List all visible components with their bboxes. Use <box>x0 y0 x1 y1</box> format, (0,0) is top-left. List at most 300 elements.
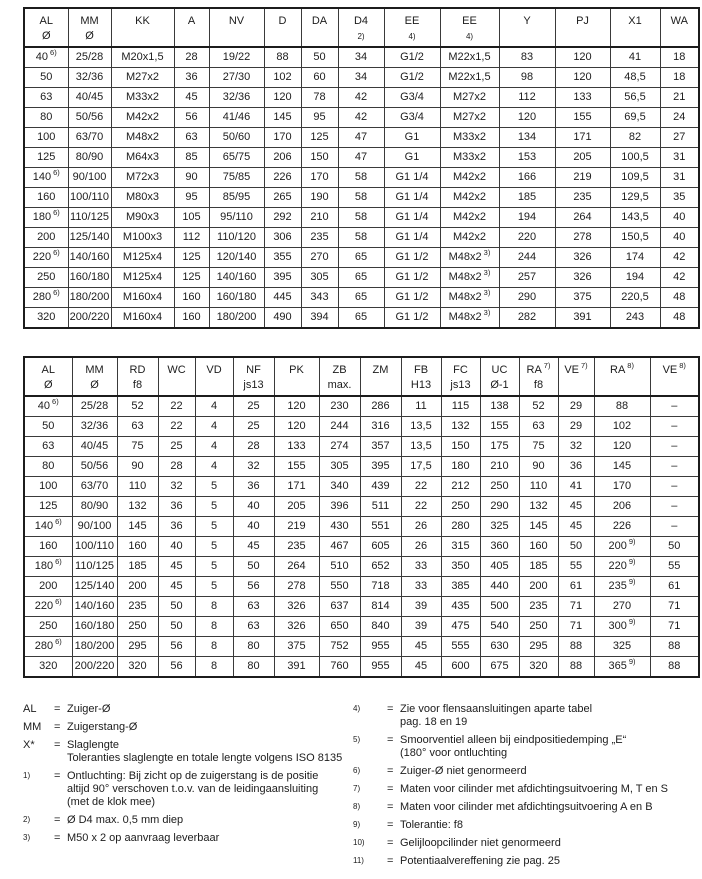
table-cell: 55 <box>650 557 699 577</box>
table-cell: 120 <box>555 47 610 68</box>
table-cell: 250 <box>24 617 72 637</box>
table-cell: 316 <box>360 417 401 437</box>
table-cell: 35 <box>660 188 699 208</box>
table-cell: 100/110 <box>72 537 117 557</box>
footnote-marker: 7) <box>581 361 588 370</box>
table-cell: 13,5 <box>401 417 441 437</box>
table-cell: 88 <box>650 637 699 657</box>
table-cell: 150 <box>441 437 480 457</box>
column-header: VD <box>195 357 233 379</box>
table-cell: 396 <box>319 497 360 517</box>
table-cell: 320 <box>24 308 68 329</box>
table-cell: 955 <box>360 637 401 657</box>
table-cell: 244 <box>319 417 360 437</box>
footnote-term: 2) <box>23 815 31 824</box>
table-cell: 270 <box>301 248 338 268</box>
table-cell: 52 <box>519 396 558 417</box>
table-cell: 25 <box>233 396 274 417</box>
table-cell: 110 <box>117 477 158 497</box>
footnote-marker: 8) <box>679 361 686 370</box>
table-cell: 170 <box>301 168 338 188</box>
table-cell: 36 <box>158 497 195 517</box>
table-cell: 206 <box>594 497 650 517</box>
table-cell: 278 <box>555 228 610 248</box>
table-cell: 95 <box>301 108 338 128</box>
table-row <box>24 148 699 168</box>
table-cell: 405 <box>480 557 519 577</box>
table-cell: 8 <box>195 617 233 637</box>
table-row <box>24 168 699 188</box>
table-cell: M27x2 <box>440 108 499 128</box>
table-cell: 120 <box>555 68 610 88</box>
table-cell: 25 <box>158 437 195 457</box>
column-header: UC <box>480 357 519 379</box>
table-cell: 50 <box>24 68 68 88</box>
table-cell: 69,5 <box>610 108 660 128</box>
table-cell: M64x3 <box>111 148 174 168</box>
footnote-marker: 3) <box>483 268 491 277</box>
table-cell: 180/200 <box>68 288 111 308</box>
table-cell: 65 <box>338 268 384 288</box>
table-cell: 50 <box>158 617 195 637</box>
table-cell: 45 <box>158 557 195 577</box>
table-cell: 226 <box>594 517 650 537</box>
table-cell: 220 $^{9)}$ <box>594 557 650 577</box>
footnote-line: Maten voor cilinder met afdichtingsuitvoering A en B <box>400 801 653 813</box>
table-cell: 320 <box>519 657 558 678</box>
table-cell: 21 <box>660 88 699 108</box>
table-cell: 45 <box>233 537 274 557</box>
table-cell: 90 <box>519 457 558 477</box>
table-cell: 630 <box>480 637 519 657</box>
table-cell: 48,5 <box>610 68 660 88</box>
table-row <box>24 617 699 637</box>
table-cell: 125/140 <box>68 228 111 248</box>
column-header: VE $^{7)}$ <box>558 357 594 379</box>
table-cell: 125 <box>174 268 209 288</box>
footnote-text <box>400 765 698 778</box>
table-row <box>24 228 699 248</box>
table-cell: 31 <box>660 168 699 188</box>
table-cell: 290 <box>499 288 555 308</box>
table-cell: 45 <box>158 577 195 597</box>
table-cell: 190 <box>301 188 338 208</box>
table-cell: 61 <box>558 577 594 597</box>
table-cell: 305 <box>301 268 338 288</box>
table-cell: M90x3 <box>111 208 174 228</box>
table-cell: 210 <box>480 457 519 477</box>
footnote-text <box>400 734 698 760</box>
table-cell: 320 <box>24 657 72 678</box>
table-cell: 278 <box>274 577 319 597</box>
table-cell: 40 <box>233 497 274 517</box>
table-cell: 83 <box>499 47 555 68</box>
column-subheader <box>594 379 650 396</box>
table-cell: 435 <box>441 597 480 617</box>
table-cell: 120 <box>499 108 555 128</box>
footnote-item <box>353 734 698 760</box>
column-subheader <box>499 30 555 47</box>
table-cell: 41/46 <box>209 108 264 128</box>
table-cell: 65 <box>338 248 384 268</box>
footnote-text <box>67 739 353 765</box>
table-cell: 40/45 <box>72 437 117 457</box>
footnote-text <box>67 814 353 827</box>
table-cell: 110/120 <box>209 228 264 248</box>
table-cell: 120 <box>594 437 650 457</box>
table-cell: 235 <box>274 537 319 557</box>
table-cell: 75/85 <box>209 168 264 188</box>
table-cell: 120 <box>264 88 301 108</box>
table-cell: 200/220 <box>72 657 117 678</box>
footnote-marker: 6) <box>55 637 62 646</box>
table-cell: 280 $^{6)}$ <box>24 288 68 308</box>
table-cell: 18 <box>660 68 699 88</box>
footnote-line: (met de klok mee) <box>67 796 156 808</box>
table-cell: 282 <box>499 308 555 329</box>
table-row <box>24 248 699 268</box>
table-cell: M125x4 <box>111 268 174 288</box>
table-cell: 80 <box>233 637 274 657</box>
table-cell: 28 <box>174 47 209 68</box>
column-header: DA <box>301 8 338 30</box>
table-cell: 8 <box>195 657 233 678</box>
table-cell: 8 <box>195 637 233 657</box>
table-cell: G3/4 <box>384 108 440 128</box>
equals-sign: = <box>54 832 61 844</box>
table-row <box>24 437 699 457</box>
table-cell: M48x2 $^{3)}$ <box>440 268 499 288</box>
table-cell: 18 <box>660 47 699 68</box>
table-cell: 290 <box>480 497 519 517</box>
footnote-marker: 6) <box>52 397 59 406</box>
table-cell: 40 $^{6)}$ <box>24 396 72 417</box>
table-cell: 65 <box>338 308 384 329</box>
table-cell: – <box>650 396 699 417</box>
table-cell: 200 <box>24 577 72 597</box>
table-cell: 326 <box>555 248 610 268</box>
table-cell: 32/36 <box>72 417 117 437</box>
table-cell: M20x1,5 <box>111 47 174 68</box>
table-cell: 752 <box>319 637 360 657</box>
footnote-term: 6) <box>353 766 361 775</box>
table-cell: 58 <box>338 208 384 228</box>
table-cell: 88 <box>264 47 301 68</box>
table-cell: 63 <box>117 417 158 437</box>
table-cell: 50/56 <box>72 457 117 477</box>
table-cell: 375 <box>555 288 610 308</box>
table-cell: – <box>650 477 699 497</box>
table-cell: 391 <box>274 657 319 678</box>
column-header: NF <box>233 357 274 379</box>
table-cell: 45 <box>174 88 209 108</box>
table-row <box>24 537 699 557</box>
table-cell: 85 <box>174 148 209 168</box>
equals-sign: = <box>387 703 394 715</box>
table-cell: 185 <box>519 557 558 577</box>
table-cell: 28 <box>233 437 274 457</box>
table-cell: 110 <box>519 477 558 497</box>
table-cell: 185 <box>499 188 555 208</box>
table-cell: 40 $^{6)}$ <box>24 47 68 68</box>
footnote-line: Zuiger-Ø niet genormeerd <box>400 765 527 777</box>
table-cell: 56 <box>233 577 274 597</box>
equals-sign: = <box>54 703 61 715</box>
table-cell: 132 <box>117 497 158 517</box>
table-row <box>24 637 699 657</box>
footnote-marker: 9) <box>628 537 636 546</box>
table-cell: 36 <box>158 517 195 537</box>
table-cell: 60 <box>301 68 338 88</box>
column-subheader: f8 <box>519 379 558 396</box>
table-cell: 180/200 <box>209 308 264 329</box>
footnote-item <box>353 837 698 850</box>
table-cell: 120/140 <box>209 248 264 268</box>
column-header: VE $^{8)}$ <box>650 357 699 379</box>
footnote-marker: 9) <box>628 577 636 586</box>
column-header: A <box>174 8 209 30</box>
table-gap <box>23 329 698 356</box>
footnote-term: 5) <box>353 735 361 744</box>
table-cell: 88 <box>558 637 594 657</box>
footnote-marker: 7) <box>543 361 551 370</box>
table-cell: M42x2 <box>440 208 499 228</box>
table-cell: 22 <box>158 396 195 417</box>
footnote-text <box>400 801 698 814</box>
table-cell: 50 <box>650 537 699 557</box>
table-row <box>24 47 699 68</box>
table-cell: 230 <box>319 396 360 417</box>
table-cell: 71 <box>558 617 594 637</box>
column-header: WC <box>158 357 195 379</box>
table-cell: 160/180 <box>209 288 264 308</box>
column-subheader <box>209 30 264 47</box>
table-cell: 305 <box>319 457 360 477</box>
footnote-item <box>353 783 698 796</box>
footnote-term: 4) <box>353 704 361 713</box>
column-subheader: Ø <box>72 379 117 396</box>
table-cell: 5 <box>195 537 233 557</box>
column-subheader <box>650 379 699 396</box>
footnote-line: (180° voor ontluchting <box>400 747 508 759</box>
table-cell: 140/160 <box>72 597 117 617</box>
table-cell: G1 <box>384 128 440 148</box>
footnote-text <box>67 721 353 734</box>
table-cell: 145 <box>264 108 301 128</box>
table-cell: 26 <box>401 517 441 537</box>
footnote-line: Zie voor flensaansluitingen aparte tabel <box>400 703 593 715</box>
footnote-term: 1) <box>23 771 31 780</box>
column-subheader: 4) <box>440 30 499 47</box>
table-cell: 760 <box>319 657 360 678</box>
table-cell: 63 <box>519 417 558 437</box>
table-cell: 45 <box>401 657 441 678</box>
table-cell: 85/95 <box>209 188 264 208</box>
table-row <box>24 208 699 228</box>
footnote-line: Potentiaalvereffening zie pag. 25 <box>400 855 561 867</box>
footnote-term: 8) <box>353 802 361 811</box>
table-cell: – <box>650 517 699 537</box>
table-cell: G1 1/4 <box>384 168 440 188</box>
table-cell: 109,5 <box>610 168 660 188</box>
table-cell: 82 <box>610 128 660 148</box>
table-cell: G1 1/2 <box>384 268 440 288</box>
footnotes-right-column <box>353 703 698 873</box>
footnote-text <box>67 703 353 716</box>
column-subheader: f8 <box>117 379 158 396</box>
table-cell: 270 <box>594 597 650 617</box>
table-cell: 45 <box>401 637 441 657</box>
table-cell: 510 <box>319 557 360 577</box>
table-cell: 212 <box>441 477 480 497</box>
table-row <box>24 457 699 477</box>
table-cell: 133 <box>274 437 319 457</box>
table-cell: 430 <box>319 517 360 537</box>
footnote-marker: 6) <box>53 248 60 257</box>
table-cell: 32 <box>158 477 195 497</box>
table-cell: 36 <box>233 477 274 497</box>
table-cell: 350 <box>441 557 480 577</box>
column-subheader <box>301 30 338 47</box>
column-header: RD <box>117 357 158 379</box>
table-cell: 145 <box>519 517 558 537</box>
footnote-text <box>400 855 698 868</box>
table-cell: 250 <box>519 617 558 637</box>
table-cell: 102 <box>594 417 650 437</box>
table-cell: M33x2 <box>111 88 174 108</box>
cylinder-dimensions-table-upper <box>23 7 700 329</box>
table-cell: 4 <box>195 437 233 457</box>
table-cell: 90 <box>117 457 158 477</box>
column-header: FB <box>401 357 441 379</box>
column-header: D <box>264 8 301 30</box>
footnote-term: AL <box>23 703 37 715</box>
table-cell: G1 1/4 <box>384 228 440 248</box>
footnote-text <box>67 770 353 809</box>
table-cell: 125 <box>174 248 209 268</box>
table-cell: M48x2 $^{3)}$ <box>440 248 499 268</box>
footnote-marker: 9) <box>628 617 636 626</box>
table-cell: – <box>650 437 699 457</box>
table-cell: 25/28 <box>68 47 111 68</box>
footnote-line: Ontluchting: Bij zicht op de zuigerstang is de positie <box>67 770 319 782</box>
table-cell: 134 <box>499 128 555 148</box>
table-cell: G1/2 <box>384 47 440 68</box>
table-cell: 125 <box>301 128 338 148</box>
table-cell: 40 <box>158 537 195 557</box>
table-cell: 25/28 <box>72 396 117 417</box>
footnote-marker: 6) <box>53 288 60 297</box>
table-cell: 160 <box>519 537 558 557</box>
column-subheader <box>558 379 594 396</box>
column-header: Y <box>499 8 555 30</box>
table-cell: 292 <box>264 208 301 228</box>
table-cell: M33x2 <box>440 148 499 168</box>
table-cell: 185 <box>117 557 158 577</box>
table-cell: 343 <box>301 288 338 308</box>
table-cell: 180 <box>441 457 480 477</box>
column-subheader: Ø-1 <box>480 379 519 396</box>
table-cell: 71 <box>558 597 594 617</box>
table-cell: 200 <box>519 577 558 597</box>
column-header: D4 <box>338 8 384 30</box>
table-cell: 140/160 <box>209 268 264 288</box>
table-cell: M72x3 <box>111 168 174 188</box>
table-cell: 394 <box>301 308 338 329</box>
footnote-marker: 6) <box>50 48 57 57</box>
footnote-line: altijd 90° verschoven t.o.v. van de leidingaansluiting <box>67 783 319 795</box>
table-cell: 814 <box>360 597 401 617</box>
footnotes-left-column <box>23 703 353 873</box>
footnote-line: M50 x 2 op aanvraag leverbaar <box>67 832 220 844</box>
table-cell: 22 <box>401 497 441 517</box>
table-cell: 100,5 <box>610 148 660 168</box>
table-cell: 125 <box>24 497 72 517</box>
column-header: PK <box>274 357 319 379</box>
table-cell: 32/36 <box>68 68 111 88</box>
equals-sign: = <box>387 783 394 795</box>
table-cell: 58 <box>338 188 384 208</box>
table-cell: 63 <box>233 597 274 617</box>
table-cell: 120 <box>274 417 319 437</box>
table-cell: 200 <box>117 577 158 597</box>
table-cell: 27/30 <box>209 68 264 88</box>
table-cell: 5 <box>195 497 233 517</box>
table-cell: 365 $^{9)}$ <box>594 657 650 678</box>
footnote-text <box>400 703 698 729</box>
table-cell: 42 <box>660 248 699 268</box>
table-cell: M48x2 $^{3)}$ <box>440 308 499 329</box>
table-cell: 235 <box>117 597 158 617</box>
table-cell: 143,5 <box>610 208 660 228</box>
table-cell: 219 <box>274 517 319 537</box>
table-cell: 200 $^{9)}$ <box>594 537 650 557</box>
table-cell: 88 <box>558 657 594 678</box>
table-cell: 45 <box>558 517 594 537</box>
table-cell: 5 <box>195 517 233 537</box>
table-cell: 171 <box>274 477 319 497</box>
table-row <box>24 477 699 497</box>
table-cell: G1 <box>384 148 440 168</box>
table-cell: 840 <box>360 617 401 637</box>
table-cell: 326 <box>555 268 610 288</box>
column-header: MM <box>68 8 111 30</box>
table-row <box>24 308 699 329</box>
table-cell: 395 <box>264 268 301 288</box>
table-cell: 105 <box>174 208 209 228</box>
table-cell: 56 <box>174 108 209 128</box>
table-cell: 170 <box>264 128 301 148</box>
column-header: RA $^{7)}$ <box>519 357 558 379</box>
table-cell: 11 <box>401 396 441 417</box>
table-cell: 50 <box>301 47 338 68</box>
column-subheader <box>158 379 195 396</box>
table-cell: 31 <box>660 148 699 168</box>
table-cell: 63 <box>24 88 68 108</box>
equals-sign: = <box>387 819 394 831</box>
table-cell: 219 <box>555 168 610 188</box>
table-cell: 180 $^{6)}$ <box>24 208 68 228</box>
equals-sign: = <box>54 814 61 826</box>
table-cell: 90/100 <box>72 517 117 537</box>
table-cell: 56,5 <box>610 88 660 108</box>
table-cell: 171 <box>555 128 610 148</box>
table-cell: 50 <box>233 557 274 577</box>
column-header: MM <box>72 357 117 379</box>
table-cell: 145 <box>117 517 158 537</box>
equals-sign: = <box>54 739 61 751</box>
table-cell: 58 <box>338 168 384 188</box>
